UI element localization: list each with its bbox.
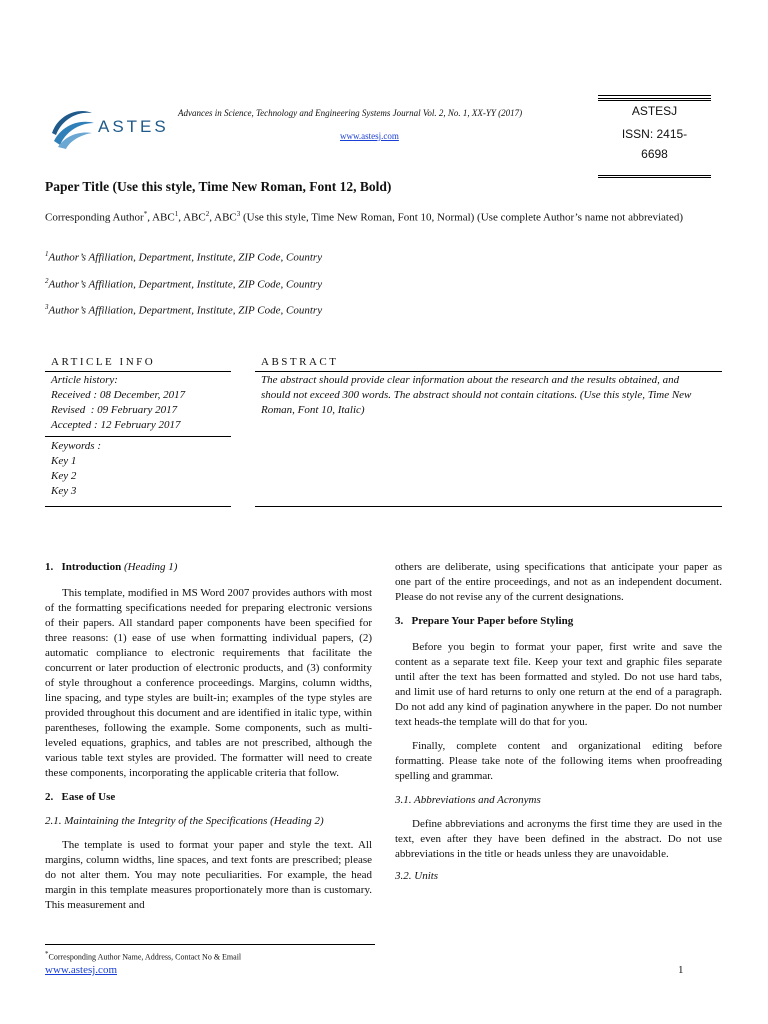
logo-swoosh-icon	[48, 103, 96, 151]
left-column	[45, 560, 372, 913]
journal-line: Advances in Science, Technology and Engineering Systems Journal Vol. 2, No. 1, XX-YY (2017)	[178, 108, 523, 118]
journal-logo	[48, 103, 173, 151]
abstract-heading: ABSTRACT	[261, 356, 339, 368]
article-info-rule	[45, 371, 231, 372]
article-history: Article history: Received : 08 December, 2017 Revised : 09 February 2017 Accepted : 12 February 2017	[51, 374, 186, 431]
affiliation-1: $^1$Author’s Affiliation, Department, Institute, ZIP Code, Country	[45, 250, 323, 264]
intro-paragraph: This template, modified in MS Word 2007 provides authors with most of the formatting specifications needed for preparing electronic versions of their papers. All standard paper components have been specified for three reasons: (1) ease of use when formatting individual papers, (2) automatic compliance to electronic requirements that facilitate the concurrent or later production of electronic products, and (3) conformity of style throughout a conference proceedings. Margins, column widths, line spacing, and type styles are built-in; examples of the type styles are provided throughout this document and are identified in italic type, within parentheses, following the example. Some components, such as multi-leveled equations, graphics, and tables are not prescribed, although the various table text styles are provided. The formatter will need to create these components, incorporating the applicable criteria that follow.	[45, 587, 372, 779]
heading-ease-of-use: 2. Ease of Use	[45, 791, 116, 803]
author-line: Corresponding Author*, ABC$^1$, ABC$^2$, ABC$^3$ (Use this style, Time New Roman, Font 10, Normal) (Use complete Author’s name not abbreviated)	[45, 210, 684, 224]
page-number: 1	[678, 964, 684, 976]
abstract-rule	[255, 371, 722, 372]
logo-text: ASTES	[98, 117, 169, 136]
heading-introduction: 1. Introduction (Heading 1)	[45, 561, 178, 573]
keyword-item: Key 1	[51, 455, 77, 467]
paper-title: Paper Title (Use this style, Time New Roman, Font 12, Bold)	[45, 179, 392, 194]
paragraph-3-2: Finally, complete content and organizational editing before formatting. Please take note of the following items when proofreading spelling and grammar.	[395, 740, 722, 782]
footnote: *Corresponding Author Name, Address, Contact No & Email	[45, 950, 242, 962]
issn-line-1: ISSN: 2415-	[621, 127, 688, 141]
issn-box-title: ASTESJ	[631, 104, 678, 118]
heading-2-1: 2.1. Maintaining the Integrity of the Specifications (Heading 2)	[45, 815, 324, 827]
affiliation-2: $^2$Author’s Affiliation, Department, Institute, ZIP Code, Country	[45, 277, 323, 291]
abstract-bottom-rule	[255, 506, 722, 507]
paragraph-3-1-text: Define abbreviations and acronyms the first time they are used in the text, even after they have been defined in the abstract. Do not use abbreviations in the title or heads unless they are unavoidable.	[395, 818, 722, 860]
article-info-bottom-rule	[45, 506, 231, 507]
affiliation-3: $^3$Author’s Affiliation, Department, Institute, ZIP Code, Country	[45, 303, 323, 317]
continued-paragraph: others are deliberate, using specifications that anticipate your paper as one part of the entire proceedings, and not as an independent document. Please do not revise any of the current designations.	[395, 561, 722, 603]
heading-3-2: 3.2. Units	[395, 870, 439, 882]
paragraph-3-1: Before you begin to format your paper, first write and save the content as a separate text file. Keep your text and graphic files separate until after the text has been formatted and styled. Do not use hard tabs, and limit use of hard returns to only one return at the end of a paragraph. Do not add any kind of pagination anywhere in the paper. Do not number text heads-the template will do that for you.	[395, 641, 722, 728]
issn-box	[598, 98, 711, 178]
keyword-item: Key 2	[51, 470, 77, 482]
heading-prepare: 3. Prepare Your Paper before Styling	[395, 615, 574, 627]
article-info-heading: ARTICLE INFO	[51, 356, 156, 368]
keyword-item: Key 3	[51, 485, 77, 497]
paragraph-2-1: The template is used to format your paper and style the text. All margins, column widths, line spaces, and text fonts are prescribed; please do not alter them. You may note peculiarities. For example, the head margin in this template measures proportionately more than is customary. This measurement and	[45, 839, 372, 911]
issn-line-2: 6698	[641, 147, 668, 161]
author-prefix: Corresponding Author	[45, 211, 144, 224]
journal-url-link[interactable]: www.astesj.com	[340, 131, 399, 141]
right-column	[395, 560, 722, 884]
keywords-block: Keywords : Key 1 Key 2 Key 3	[51, 440, 102, 497]
footnote-rule	[45, 944, 375, 945]
footer-site-link[interactable]: www.astesj.com	[45, 964, 117, 976]
abstract-text: The abstract should provide clear information about the research and the results obtained, and should not exceed 300 words. The abstract should not contain citations. (Use this style, Time New Roman, Font 10, Italic)	[261, 374, 692, 416]
author-rest: (Use this style, Time New Roman, Font 10, Normal) (Use complete Author’s name not abbreviated)	[243, 211, 684, 224]
keywords-rule	[45, 436, 231, 437]
heading-3-1: 3.1. Abbreviations and Acronyms	[395, 794, 541, 806]
